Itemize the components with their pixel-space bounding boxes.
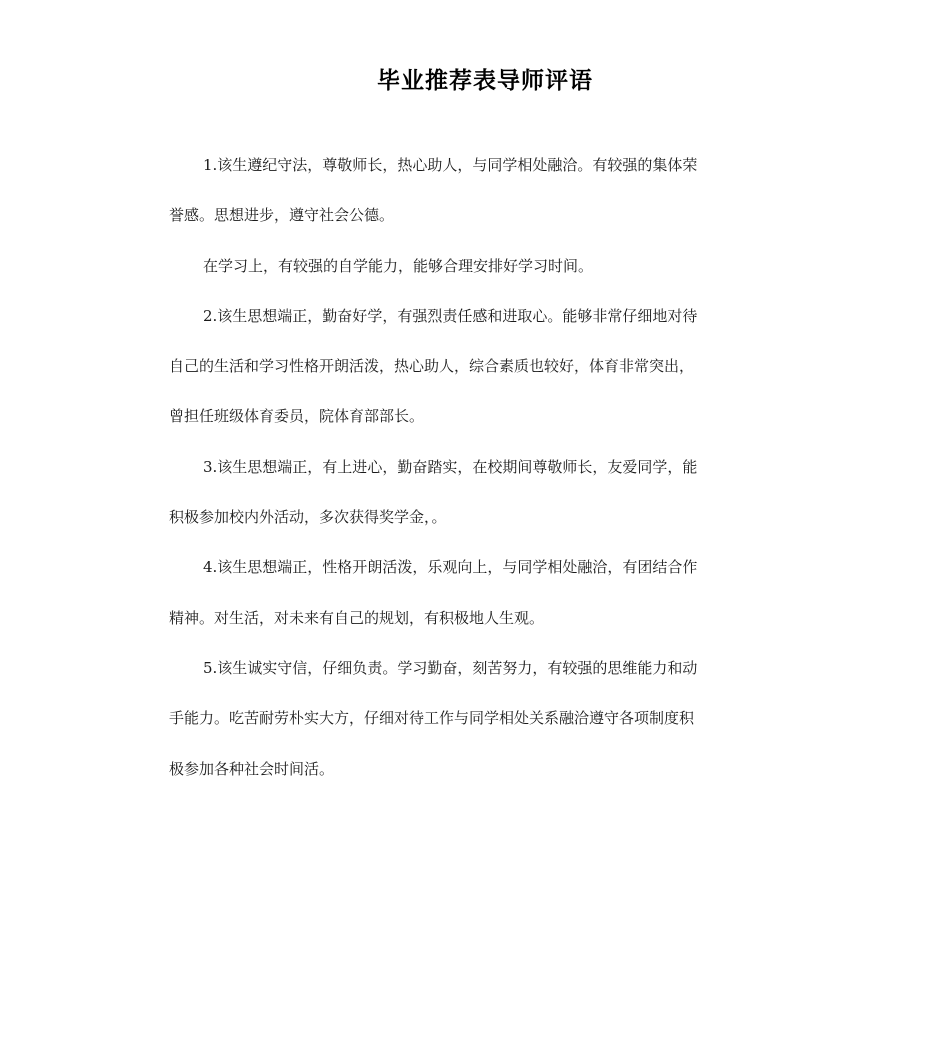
document-body: [169, 140, 773, 794]
paragraph-line: 极参加各种社会时间活。: [169, 759, 335, 778]
paragraph-2: [169, 241, 773, 291]
paragraph-line: 在学习上，有较强的自学能力，能够合理安排好学习时间。: [203, 256, 594, 275]
paragraph-1: [169, 140, 773, 241]
paragraph-line: 5.该生诚实守信，仔细负责。学习勤奋，刻苦努力，有较强的思维能力和动: [203, 658, 698, 677]
page-title: 毕业推荐表导师评语: [377, 68, 593, 94]
paragraph-5: [169, 542, 773, 643]
paragraph-line: 曾担任班级体育委员，院体育部部长。: [169, 407, 425, 426]
paragraph-3: [169, 291, 773, 442]
paragraph-4: [169, 442, 773, 543]
paragraph-line: 手能力。吃苦耐劳朴实大方，仔细对待工作与同学相处关系融洽遵守各项制度积: [169, 709, 695, 728]
paragraph-line: 誉感。思想进步，遵守社会公德。: [169, 206, 395, 225]
paragraph-line: 积极参加校内外活动，多次获得奖学金，。: [169, 508, 447, 527]
paragraph-6: [169, 643, 773, 794]
paragraph-line: 2.该生思想端正，勤奋好学，有强烈责任感和进取心。能够非常仔细地对待: [203, 306, 698, 325]
paragraph-line: 3.该生思想端正，有上进心，勤奋踏实，在校期间尊敬师长，友爱同学，能: [203, 457, 698, 476]
paragraph-line: 自己的生活和学习性格开朗活泼，热心助人，综合素质也较好，体育非常突出，: [169, 357, 695, 376]
paragraph-line: 1.该生遵纪守法，尊敬师长，热心助人，与同学相处融洽。有较强的集体荣: [203, 156, 698, 174]
paragraph-line: 精神。对生活，对未来有自己的规划，有积极地人生观。: [169, 608, 545, 627]
paragraph-line: 4.该生思想端正，性格开朗活泼，乐观向上，与同学相处融洽，有团结合作: [203, 558, 698, 577]
